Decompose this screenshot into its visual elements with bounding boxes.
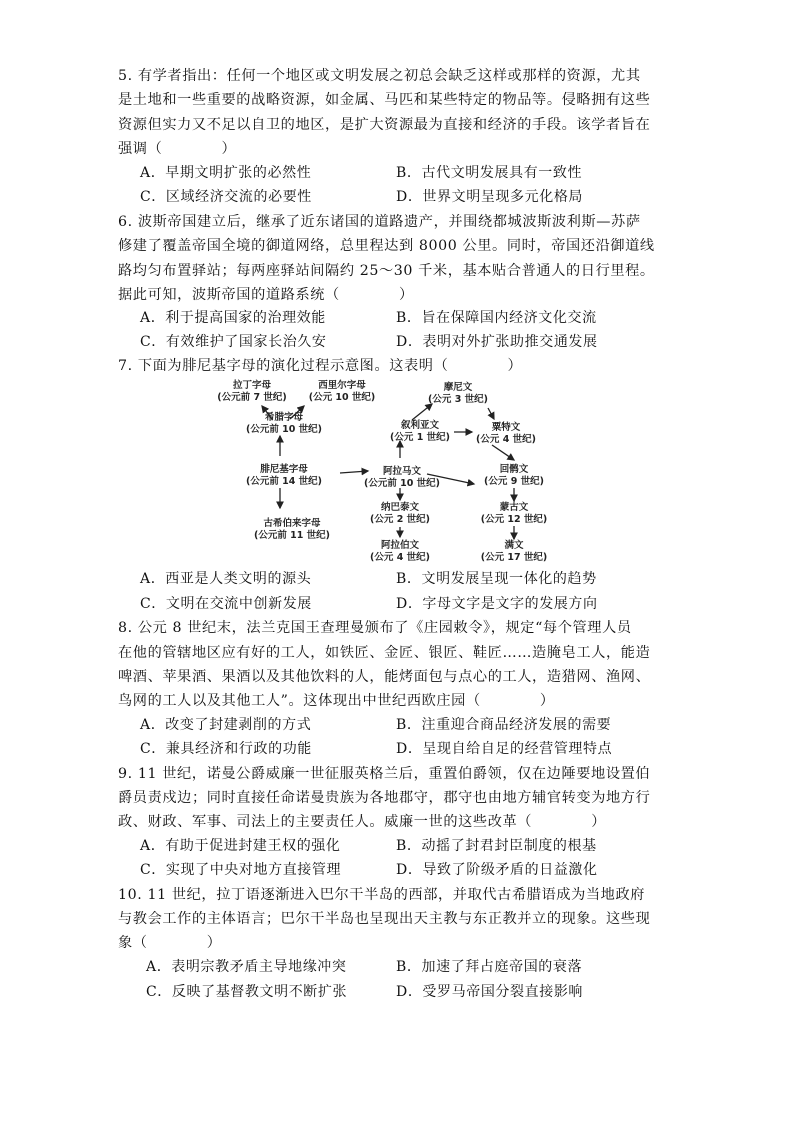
option-a[interactable]: A．改变了封建剥削的方式 [140,717,312,733]
option-d[interactable]: D．世界文明呈现多元化格局 [396,189,584,205]
option-c[interactable]: C．反映了基督教文明不断扩张 [146,984,348,1000]
node-greek: 希腊字母 (公元前 10 世纪) [245,412,323,435]
node-manichaean: 摩尼文 (公元 3 世纪) [428,382,488,405]
question-text-line: 修建了覆盖帝国全境的御道网络，总里程达到 8000 公里。同时，帝国还沿御道线 [118,238,655,254]
option-b[interactable]: B．旨在保障国内经济文化交流 [396,310,597,326]
node-sogdian: 粟特文 (公元 4 世纪) [476,422,536,445]
node-cyrillic: 西里尔字母 (公元 10 世纪) [308,380,376,403]
option-b[interactable]: B．动摇了封君封臣制度的根基 [396,838,597,854]
option-c[interactable]: C．区域经济交流的必要性 [140,189,312,205]
option-a[interactable]: A．早期文明扩张的必然性 [140,165,312,181]
option-d[interactable]: D．呈现自给自足的经营管理特点 [396,741,613,757]
phoenician-alphabet-evolution-diagram [217,378,568,566]
question-text-line: 爵员责戍边；同时直接任命诺曼贵族为各地郡守，郡守也由地方辅官转变为地方行 [118,790,651,806]
option-c[interactable]: C．实现了中央对地方直接管理 [140,862,342,878]
arrow-manichaean-sogdian [488,408,494,419]
node-arabic: 阿拉伯文 (公元 4 世纪) [370,540,430,563]
question-text-line: 据此可知，波斯帝国的道路系统（ ） [118,287,414,303]
option-a[interactable]: A．西亚是人类文明的源头 [140,571,312,587]
node-mongolian: 蒙古文 (公元 12 世纪) [480,502,548,525]
node-phoenician: 腓尼基字母 (公元前 14 世纪) [245,464,323,487]
question-text-line: 啤酒、苹果酒、果酒以及其他饮料的人，能烤面包与点心的工人，造猎网、渔网、 [118,669,651,685]
node-nabataean: 纳巴泰文 (公元 2 世纪) [370,502,430,525]
option-b[interactable]: B．文明发展呈现一体化的趋势 [396,571,597,587]
question-text-line: 10. 11 世纪，拉丁语逐渐进入巴尔干半岛的西部，并取代古希腊语成为当地政府 [118,887,646,903]
node-syriac: 叙利亚文 (公元 1 世纪) [390,420,450,443]
question-text-line: 在他的管辖地区应有好的工人，如铁匠、金匠、银匠、鞋匠……造腌皂工人，能造 [118,645,651,661]
question-text-line: 6. 波斯帝国建立后，继承了近东诸国的道路遗产，并围绕都城波斯波利斯—苏萨 [118,214,641,230]
option-a[interactable]: A．表明宗教矛盾主导地缘冲突 [146,959,347,975]
option-d[interactable]: D．字母文字是文字的发展方向 [396,596,598,612]
option-c[interactable]: C．文明在交流中创新发展 [140,596,312,612]
option-d[interactable]: D．导致了阶级矛盾的日益激化 [396,862,598,878]
question-text-line: 8. 公元 8 世纪末，法兰克国王查理曼颁布了《庄园敕令》，规定“每个管理人员 [118,620,632,636]
question-text-line: 9. 11 世纪，诺曼公爵威廉一世征服英格兰后，重置伯爵领，仅在边陲要地设置伯 [118,766,651,782]
option-c[interactable]: C．有效维护了国家长治久安 [140,334,327,350]
node-uyghur: 回鹘文 (公元 9 世纪) [484,464,544,487]
question-text-line: 象（ ） [118,935,222,951]
node-latin: 拉丁字母 (公元前 7 世纪) [217,380,287,403]
question-text-line: 强调（ ） [118,141,237,157]
option-d[interactable]: D．受罗马帝国分裂直接影响 [396,984,584,1000]
question-text-line: 路均匀布置驿站；每两座驿站间隔约 25～30 千米，基本贴合普通人的日行里程。 [118,263,655,279]
question-text-line: 鸟网的工人以及其他工人”。这体现出中世纪西欧庄园（ ） [118,693,555,709]
node-aramaic: 阿拉马文 (公元前 10 世纪) [363,466,441,489]
option-b[interactable]: B．古代文明发展具有一致性 [396,165,583,181]
option-a[interactable]: A．有助于促进封建王权的强化 [140,838,341,854]
question-text-line: 政、财政、军事、司法上的主要责任人。威廉一世的这些改革（ ） [118,814,606,830]
option-a[interactable]: A．利于提高国家的治理效能 [140,310,326,326]
arrow-syriac-manichaean [412,404,432,420]
question-text-line: 与教会工作的主体语言；巴尔干半岛也呈现出天主教与东正教并立的现象。这些现 [118,911,651,927]
option-c[interactable]: C．兼具经济和行政的功能 [140,741,312,757]
option-b[interactable]: B．加速了拜占庭帝国的衰落 [396,959,583,975]
option-b[interactable]: B．注重迎合商品经济发展的需要 [396,717,612,733]
question-text-line: 是土地和一些重要的战略资源，如金属、马匹和某些特定的物品等。侵略拥有这些 [118,92,651,108]
arrow-sogdian-uyghur [492,445,514,460]
node-manchu: 满文 (公元 17 世纪) [480,540,548,563]
option-d[interactable]: D．表明对外扩张助推交通发展 [396,334,598,350]
node-hebrew: 古希伯来字母 (公元前 11 世纪) [253,518,331,541]
question-text-line: 7. 下面为腓尼基字母的演化过程示意图。这表明（ ） [118,358,523,374]
question-text-line: 资源但实力又不足以自卫的地区，是扩大资源最为直接和经济的手段。该学者旨在 [118,117,651,133]
question-text-line: 5. 有学者指出：任何一个地区或文明发展之初总会缺乏这样或那样的资源，尤其 [118,68,641,84]
